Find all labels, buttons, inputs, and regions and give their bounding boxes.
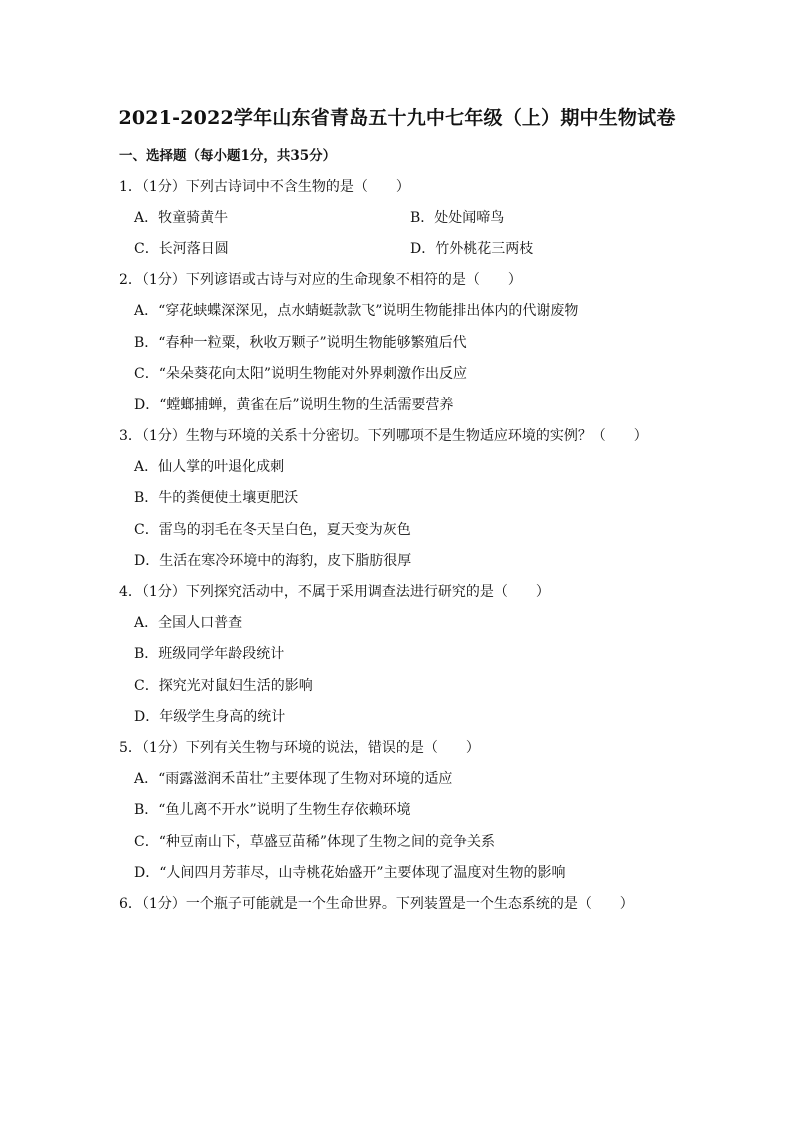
question-5-stem: 5．（1分）下列有关生物与环境的说法，错误的是（ ） <box>119 740 480 756</box>
question-2-option-b: B．“春种一粒粟，秋收万颗子”说明生物能够繁殖后代 <box>134 335 467 351</box>
question-3-option-d: D．生活在寒冷环境中的海豹，皮下脂肪很厚 <box>134 553 412 569</box>
question-5-option-c: C．“种豆南山下，草盛豆苗稀”体现了生物之间的竞争关系 <box>134 834 496 850</box>
page-title: 2021-2022学年山东省青岛五十九中七年级（上）期中生物试卷 <box>118 107 676 129</box>
question-4-option-d: D．年级学生身高的统计 <box>134 709 286 725</box>
question-1-stem: 1．（1分）下列古诗词中不含生物的是（ ） <box>119 179 410 195</box>
question-1-option-d: D．竹外桃花三两枝 <box>410 241 534 257</box>
question-2-option-a: A．“穿花蛱蝶深深见，点水蜻蜓款款飞”说明生物能排出体内的代谢废物 <box>134 303 579 319</box>
question-3-option-c: C．雷鸟的羽毛在冬天呈白色，夏天变为灰色 <box>134 522 411 538</box>
question-5-option-d: D．“人间四月芳菲尽，山寺桃花始盛开”主要体现了温度对生物的影响 <box>134 865 566 881</box>
question-4-option-c: C．探究光对鼠妇生活的影响 <box>134 678 313 694</box>
question-1-option-b: B．处处闻啼鸟 <box>410 210 505 226</box>
question-1-option-a: A．牧童骑黄牛 <box>134 210 229 226</box>
question-1-option-c: C．长河落日圆 <box>134 241 229 257</box>
question-4-stem: 4．（1分）下列探究活动中，不属于采用调查法进行研究的是（ ） <box>119 584 550 600</box>
question-3-stem: 3．（1分）生物与环境的关系十分密切。下列哪项不是生物适应环境的实例？（ ） <box>119 428 648 444</box>
question-3-option-b: B．牛的粪便使土壤更肥沃 <box>134 490 299 506</box>
question-2-option-d: D．“螳螂捕蝉，黄雀在后”说明生物的生活需要营养 <box>134 397 454 413</box>
section-heading: 一、选择题（每小题1分，共35分） <box>119 148 337 164</box>
question-5-option-b: B．“鱼儿离不开水”说明了生物生存依赖环境 <box>134 802 411 818</box>
question-4-option-b: B．班级同学年龄段统计 <box>134 646 285 662</box>
question-6-stem: 6．（1分）一个瓶子可能就是一个生命世界。下列装置是一个生态系统的是（ ） <box>119 896 634 912</box>
question-3-option-a: A．仙人掌的叶退化成刺 <box>134 459 285 475</box>
question-5-option-a: A．“雨露滋润禾苗壮”主要体现了生物对环境的适应 <box>134 771 453 787</box>
question-2-option-c: C．“朵朵葵花向太阳”说明生物能对外界刺激作出反应 <box>134 366 468 382</box>
question-4-option-a: A．全国人口普查 <box>134 615 243 631</box>
question-2-stem: 2．（1分）下列谚语或古诗与对应的生命现象不相符的是（ ） <box>119 272 522 288</box>
